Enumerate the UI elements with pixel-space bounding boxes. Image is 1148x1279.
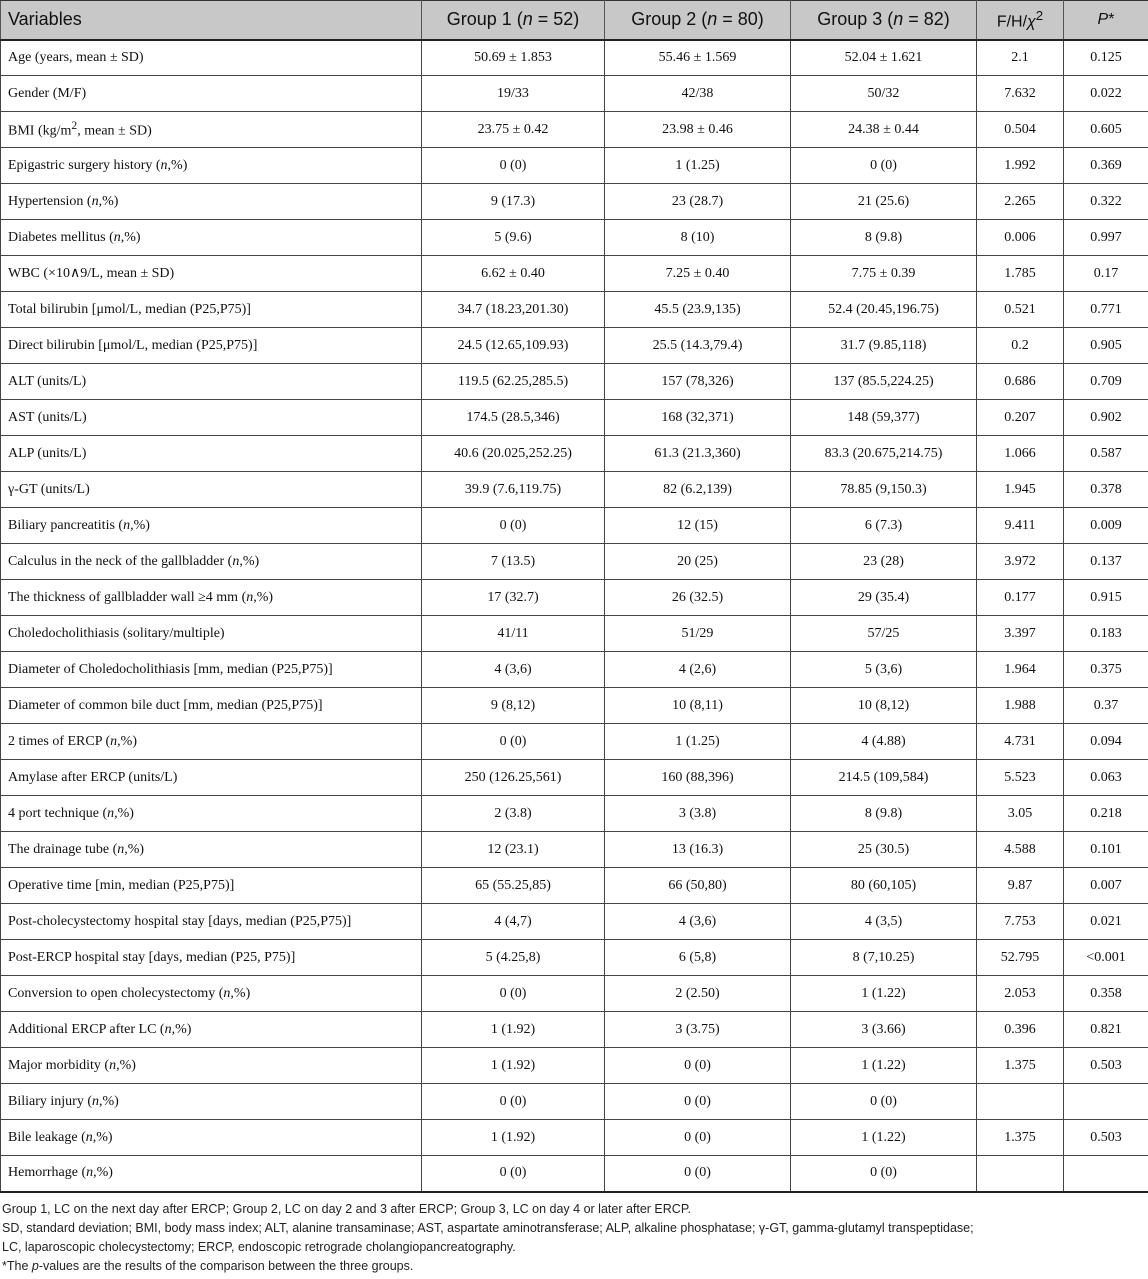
cell-group1: 0 (0) (422, 1156, 605, 1192)
cell-group1: 174.5 (28.5,346) (422, 400, 605, 436)
cell-group2: 0 (0) (605, 1120, 791, 1156)
cell-variable: The drainage tube (n,%) (1, 832, 422, 868)
cell-variable: WBC (×10∧9/L, mean ± SD) (1, 256, 422, 292)
cell-variable: Choledocholithiasis (solitary/multiple) (1, 616, 422, 652)
cell-variable: Total bilirubin [μmol/L, median (P25,P75)] (1, 292, 422, 328)
cell-p-value: 0.358 (1064, 976, 1148, 1012)
cell-variable: BMI ($kg/m^2$, mean ± SD) (1, 112, 422, 148)
cell-group3: 137 (85.5,224.25) (791, 364, 977, 400)
cell-group2: 2 (2.50) (605, 976, 791, 1012)
table-row (1, 796, 1148, 832)
cell-group2: 168 (32,371) (605, 400, 791, 436)
cell-group1: 40.6 (20.025,252.25) (422, 436, 605, 472)
cell-group3: 8 (9.8) (791, 220, 977, 256)
cell-p-value: 0.063 (1064, 760, 1148, 796)
table-row (1, 940, 1148, 976)
cell-group1: 1 (1.92) (422, 1012, 605, 1048)
table-row (1, 1084, 1148, 1120)
cell-group2: 25.5 (14.3,79.4) (605, 328, 791, 364)
cell-statistic: 52.795 (977, 940, 1064, 976)
cell-group2: 42/38 (605, 76, 791, 112)
header-variables: Variables (1, 1, 422, 40)
header-group2: Group 2 (n = 80) (605, 1, 791, 40)
cell-group1: 0 (0) (422, 148, 605, 184)
cell-variable: Major morbidity (n,%) (1, 1048, 422, 1084)
cell-statistic: 0.2 (977, 328, 1064, 364)
cell-variable: Diabetes mellitus (n,%) (1, 220, 422, 256)
table-row (1, 256, 1148, 292)
cell-group1: 0 (0) (422, 724, 605, 760)
cell-p-value: 0.503 (1064, 1048, 1148, 1084)
cell-group1: 4 (3,6) (422, 652, 605, 688)
cell-statistic: 9.87 (977, 868, 1064, 904)
cell-group2: 3 (3.75) (605, 1012, 791, 1048)
header-row (1, 1, 1148, 40)
table-row (1, 472, 1148, 508)
cell-p-value: 0.369 (1064, 148, 1148, 184)
cell-group1: 0 (0) (422, 976, 605, 1012)
cell-variable: The thickness of gallbladder wall ≥4 mm (n,%) (1, 580, 422, 616)
cell-p-value: 0.218 (1064, 796, 1148, 832)
cell-group2: 23 (28.7) (605, 184, 791, 220)
cell-variable: Hemorrhage (n,%) (1, 1156, 422, 1192)
cell-group1: 34.7 (18.23,201.30) (422, 292, 605, 328)
cell-group2: 20 (25) (605, 544, 791, 580)
table-row (1, 400, 1148, 436)
table-row (1, 652, 1148, 688)
cell-p-value: 0.378 (1064, 472, 1148, 508)
cell-statistic (977, 1084, 1064, 1120)
cell-p-value: 0.905 (1064, 328, 1148, 364)
cell-statistic: 1.964 (977, 652, 1064, 688)
cell-group3: 7.75 ± 0.39 (791, 256, 977, 292)
cell-group3: 8 (7,10.25) (791, 940, 977, 976)
cell-statistic: 1.066 (977, 436, 1064, 472)
table-row (1, 904, 1148, 940)
cell-statistic (977, 1156, 1064, 1192)
cell-group2: 66 (50,80) (605, 868, 791, 904)
cell-p-value: 0.821 (1064, 1012, 1148, 1048)
cell-p-value (1064, 1156, 1148, 1192)
cell-group3: 1 (1.22) (791, 976, 977, 1012)
cell-statistic: 5.523 (977, 760, 1064, 796)
table-header (1, 1, 1148, 40)
cell-variable: Calculus in the neck of the gallbladder (n,%) (1, 544, 422, 580)
cell-group3: 3 (3.66) (791, 1012, 977, 1048)
cell-variable: γ-GT (units/L) (1, 472, 422, 508)
cell-group3: 24.38 ± 0.44 (791, 112, 977, 148)
header-group1: Group 1 (n = 52) (422, 1, 605, 40)
cell-statistic: 0.521 (977, 292, 1064, 328)
cell-group2: 4 (3,6) (605, 904, 791, 940)
cell-group2: 51/29 (605, 616, 791, 652)
cell-variable: Operative time [min, median (P25,P75)] (1, 868, 422, 904)
cell-statistic: 1.992 (977, 148, 1064, 184)
cell-group2: 1 (1.25) (605, 724, 791, 760)
cell-group2: 8 (10) (605, 220, 791, 256)
cell-group2: 160 (88,396) (605, 760, 791, 796)
cell-group1: 0 (0) (422, 1084, 605, 1120)
cell-p-value: 0.137 (1064, 544, 1148, 580)
footnote-groups: Group 1, LC on the next day after ERCP; Group 2, LC on day 2 and 3 after ERCP; Group 3, LC on day 4 or later after ERCP. (2, 1202, 692, 1216)
cell-p-value: 0.17 (1064, 256, 1148, 292)
cell-group3: 57/25 (791, 616, 977, 652)
cell-p-value (1064, 1084, 1148, 1120)
cell-variable: Post-cholecystectomy hospital stay [days, median (P25,P75)] (1, 904, 422, 940)
table-row (1, 508, 1148, 544)
table-row (1, 868, 1148, 904)
cell-statistic: 0.396 (977, 1012, 1064, 1048)
cell-statistic: 0.686 (977, 364, 1064, 400)
cell-group2: 12 (15) (605, 508, 791, 544)
cell-variable: Bile leakage (n,%) (1, 1120, 422, 1156)
cell-group2: 45.5 (23.9,135) (605, 292, 791, 328)
cell-group1: 19/33 (422, 76, 605, 112)
cell-variable: ALT (units/L) (1, 364, 422, 400)
table-row (1, 760, 1148, 796)
cell-p-value: 0.37 (1064, 688, 1148, 724)
cell-variable: Post-ERCP hospital stay [days, median (P25, P75)] (1, 940, 422, 976)
cell-p-value: 0.605 (1064, 112, 1148, 148)
cell-group3: 21 (25.6) (791, 184, 977, 220)
cell-group2: 0 (0) (605, 1156, 791, 1192)
cell-group3: 78.85 (9,150.3) (791, 472, 977, 508)
cell-group1: 17 (32.7) (422, 580, 605, 616)
cell-p-value: 0.022 (1064, 76, 1148, 112)
cell-group2: 0 (0) (605, 1084, 791, 1120)
table-row (1, 1048, 1148, 1084)
cell-group1: 4 (4,7) (422, 904, 605, 940)
cell-statistic: 1.988 (977, 688, 1064, 724)
cell-p-value: 0.007 (1064, 868, 1148, 904)
cell-statistic: 2.053 (977, 976, 1064, 1012)
footnote-p-values: *The p-values are the results of the comparison between the three groups. (2, 1259, 414, 1273)
cell-p-value: 0.009 (1064, 508, 1148, 544)
cell-group3: 25 (30.5) (791, 832, 977, 868)
cell-group2: 3 (3.8) (605, 796, 791, 832)
cell-group1: 0 (0) (422, 508, 605, 544)
cell-group3: 4 (4.88) (791, 724, 977, 760)
header-group3: Group 3 (n = 82) (791, 1, 977, 40)
cell-group2: 7.25 ± 0.40 (605, 256, 791, 292)
cell-group3: 23 (28) (791, 544, 977, 580)
cell-statistic: 4.731 (977, 724, 1064, 760)
cell-p-value: 0.183 (1064, 616, 1148, 652)
cell-statistic: 1.945 (977, 472, 1064, 508)
cell-statistic: 1.375 (977, 1120, 1064, 1156)
cell-statistic: 2.1 (977, 40, 1064, 76)
cell-variable: Age (years, mean ± SD) (1, 40, 422, 76)
cell-group2: 26 (32.5) (605, 580, 791, 616)
cell-p-value: 0.771 (1064, 292, 1148, 328)
cell-statistic: 0.006 (977, 220, 1064, 256)
cell-variable: Diameter of common bile duct [mm, median (P25,P75)] (1, 688, 422, 724)
cell-statistic: 9.411 (977, 508, 1064, 544)
cell-group1: 5 (4.25,8) (422, 940, 605, 976)
footnote-abbreviations: SD, standard deviation; BMI, body mass index; ALT, alanine transaminase; AST, aspartate aminotransferase; ALP, alkaline phosphatase; γ-GT, gamma-glutamyl transpeptidase; (2, 1221, 974, 1235)
table-row (1, 616, 1148, 652)
cell-group3: 80 (60,105) (791, 868, 977, 904)
table-row (1, 1156, 1148, 1192)
cell-p-value: <0.001 (1064, 940, 1148, 976)
cell-group3: 8 (9.8) (791, 796, 977, 832)
cell-p-value: 0.021 (1064, 904, 1148, 940)
cell-group1: 9 (8,12) (422, 688, 605, 724)
table-row (1, 112, 1148, 148)
table-row (1, 148, 1148, 184)
cell-p-value: 0.709 (1064, 364, 1148, 400)
table-row (1, 688, 1148, 724)
cell-group2: 157 (78,326) (605, 364, 791, 400)
cell-variable: Biliary pancreatitis (n,%) (1, 508, 422, 544)
table-row (1, 76, 1148, 112)
table-row (1, 40, 1148, 76)
table-row (1, 364, 1148, 400)
cell-group3: 50/32 (791, 76, 977, 112)
table-row (1, 184, 1148, 220)
cell-variable: Hypertension (n,%) (1, 184, 422, 220)
cell-group1: 250 (126.25,561) (422, 760, 605, 796)
cell-group2: 23.98 ± 0.46 (605, 112, 791, 148)
cell-group2: 55.46 ± 1.569 (605, 40, 791, 76)
cell-variable: Direct bilirubin [μmol/L, median (P25,P75)] (1, 328, 422, 364)
cell-group3: 0 (0) (791, 1156, 977, 1192)
cell-statistic: 2.265 (977, 184, 1064, 220)
cell-group3: 0 (0) (791, 148, 977, 184)
cell-statistic: 7.632 (977, 76, 1064, 112)
cell-variable: AST (units/L) (1, 400, 422, 436)
cell-variable: 2 times of ERCP (n,%) (1, 724, 422, 760)
cell-p-value: 0.587 (1064, 436, 1148, 472)
cell-p-value: 0.322 (1064, 184, 1148, 220)
cell-group3: 29 (35.4) (791, 580, 977, 616)
cell-p-value: 0.503 (1064, 1120, 1148, 1156)
cell-variable: Biliary injury (n,%) (1, 1084, 422, 1120)
cell-p-value: 0.902 (1064, 400, 1148, 436)
cell-group2: 13 (16.3) (605, 832, 791, 868)
cell-group1: 39.9 (7.6,119.75) (422, 472, 605, 508)
cell-group1: 6.62 ± 0.40 (422, 256, 605, 292)
table-row (1, 580, 1148, 616)
cell-group3: 4 (3,5) (791, 904, 977, 940)
cell-group1: 50.69 ± 1.853 (422, 40, 605, 76)
cell-statistic: 1.785 (977, 256, 1064, 292)
cell-statistic: 1.375 (977, 1048, 1064, 1084)
cell-variable: Amylase after ERCP (units/L) (1, 760, 422, 796)
cell-group3: 10 (8,12) (791, 688, 977, 724)
cell-group3: 31.7 (9.85,118) (791, 328, 977, 364)
cell-group3: 1 (1.22) (791, 1048, 977, 1084)
cell-statistic: 0.177 (977, 580, 1064, 616)
table-row (1, 292, 1148, 328)
cell-p-value: 0.375 (1064, 652, 1148, 688)
table-footnotes (2, 1200, 1142, 1276)
cell-group2: 4 (2,6) (605, 652, 791, 688)
cell-p-value: 0.101 (1064, 832, 1148, 868)
table-body (1, 40, 1148, 1192)
cell-group1: 24.5 (12.65,109.93) (422, 328, 605, 364)
cell-group1: 12 (23.1) (422, 832, 605, 868)
table-row (1, 436, 1148, 472)
cell-statistic: 3.972 (977, 544, 1064, 580)
cell-group2: 10 (8,11) (605, 688, 791, 724)
cell-variable: 4 port technique (n,%) (1, 796, 422, 832)
cell-variable: Epigastric surgery history (n,%) (1, 148, 422, 184)
footnote-abbreviations-cont: LC, laparoscopic cholecystectomy; ERCP, endoscopic retrograde cholangiopancreatography. (2, 1240, 516, 1254)
cell-group3: 0 (0) (791, 1084, 977, 1120)
cell-p-value: 0.915 (1064, 580, 1148, 616)
cell-group1: 9 (17.3) (422, 184, 605, 220)
table-row (1, 328, 1148, 364)
cell-group2: 1 (1.25) (605, 148, 791, 184)
table-row (1, 724, 1148, 760)
cell-group3: 83.3 (20.675,214.75) (791, 436, 977, 472)
cell-group1: 119.5 (62.25,285.5) (422, 364, 605, 400)
cell-p-value: 0.125 (1064, 40, 1148, 76)
cell-variable: Conversion to open cholecystectomy (n,%) (1, 976, 422, 1012)
table-row (1, 976, 1148, 1012)
cell-variable: Diameter of Choledocholithiasis [mm, median (P25,P75)] (1, 652, 422, 688)
cell-group1: 1 (1.92) (422, 1120, 605, 1156)
cell-group1: 65 (55.25,85) (422, 868, 605, 904)
cell-statistic: 3.05 (977, 796, 1064, 832)
cell-group2: 0 (0) (605, 1048, 791, 1084)
cell-group1: 7 (13.5) (422, 544, 605, 580)
cell-variable: Additional ERCP after LC (n,%) (1, 1012, 422, 1048)
cell-statistic: 3.397 (977, 616, 1064, 652)
cell-group2: 82 (6.2,139) (605, 472, 791, 508)
table-row (1, 544, 1148, 580)
header-p-value: P* (1064, 1, 1148, 40)
header-statistic: $F/H/\chi^2$ (977, 1, 1064, 40)
cell-group3: 6 (7.3) (791, 508, 977, 544)
cell-p-value: 0.094 (1064, 724, 1148, 760)
cell-group3: 5 (3,6) (791, 652, 977, 688)
table-row (1, 832, 1148, 868)
cell-statistic: 0.207 (977, 400, 1064, 436)
cell-group1: 2 (3.8) (422, 796, 605, 832)
cell-statistic: 7.753 (977, 904, 1064, 940)
cell-group3: 52.04 ± 1.621 (791, 40, 977, 76)
cell-statistic: 0.504 (977, 112, 1064, 148)
cell-group1: 41/11 (422, 616, 605, 652)
cell-group2: 61.3 (21.3,360) (605, 436, 791, 472)
cell-group3: 52.4 (20.45,196.75) (791, 292, 977, 328)
table-row (1, 1012, 1148, 1048)
cell-group2: 6 (5,8) (605, 940, 791, 976)
cell-group3: 214.5 (109,584) (791, 760, 977, 796)
cell-group1: 23.75 ± 0.42 (422, 112, 605, 148)
table-row (1, 220, 1148, 256)
cell-group3: 148 (59,377) (791, 400, 977, 436)
cell-variable: ALP (units/L) (1, 436, 422, 472)
cell-statistic: 4.588 (977, 832, 1064, 868)
cell-p-value: 0.997 (1064, 220, 1148, 256)
cell-group1: 1 (1.92) (422, 1048, 605, 1084)
cell-group3: 1 (1.22) (791, 1120, 977, 1156)
cell-variable: Gender (M/F) (1, 76, 422, 112)
table-row (1, 1120, 1148, 1156)
cell-group1: 5 (9.6) (422, 220, 605, 256)
